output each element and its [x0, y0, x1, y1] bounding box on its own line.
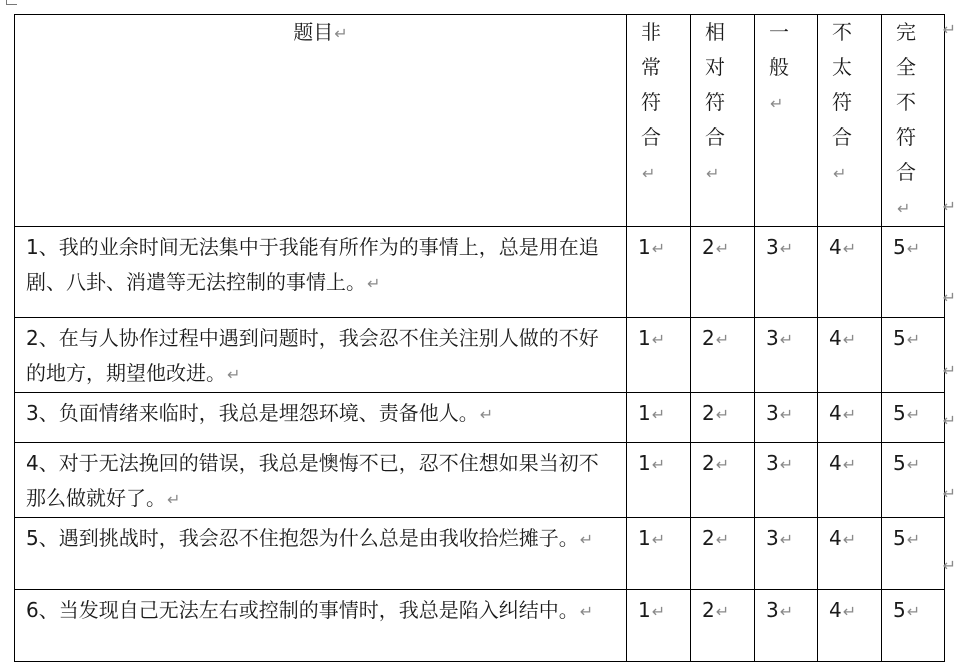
paragraph-mark: ↵ — [770, 94, 784, 113]
score-cell — [755, 590, 818, 662]
paragraph-mark: ↵ — [842, 602, 857, 621]
score-cell — [627, 318, 691, 393]
score-cell — [818, 518, 882, 590]
row-end-mark: ↵ — [942, 20, 956, 39]
question-text: 5、遇到挑战时，我会忍不住抱怨为什么总是由我收拾烂摊子。 — [26, 526, 579, 550]
table-row — [15, 518, 945, 590]
score-value: 2 — [702, 235, 715, 259]
header-option-label: 完全不符合 — [896, 20, 916, 184]
paragraph-mark: ↵ — [651, 239, 666, 258]
score-cell — [882, 227, 945, 318]
paragraph-mark: ↵ — [779, 455, 794, 474]
score-value: 4 — [829, 235, 842, 259]
question-cell — [15, 393, 627, 443]
paragraph-mark: ↵ — [579, 602, 594, 621]
paragraph-mark: ↵ — [715, 602, 730, 621]
paragraph-mark: ↵ — [579, 530, 594, 549]
question-text: 6、当发现自己无法左右或控制的事情时，我总是陷入纠结中。 — [26, 598, 579, 622]
paragraph-mark: ↵ — [651, 530, 666, 549]
paragraph-mark: ↵ — [842, 330, 857, 349]
score-value: 3 — [766, 526, 779, 550]
header-option-cell — [691, 15, 755, 227]
paragraph-mark: ↵ — [642, 164, 656, 183]
score-value: 5 — [893, 598, 906, 622]
table-row — [15, 393, 945, 443]
question-cell — [15, 590, 627, 662]
row-end-mark: ↵ — [942, 288, 956, 307]
header-option-label: 不太符合 — [832, 20, 852, 149]
paragraph-mark: ↵ — [842, 455, 857, 474]
question-cell — [15, 318, 627, 393]
header-option-label: 非常符合 — [641, 20, 661, 149]
paragraph-mark: ↵ — [651, 602, 666, 621]
margin-corner-mark — [6, 0, 17, 5]
score-cell — [818, 393, 882, 443]
question-cell — [15, 227, 627, 318]
table-row — [15, 318, 945, 393]
score-value: 5 — [893, 451, 906, 475]
score-value: 3 — [766, 451, 779, 475]
score-value: 3 — [766, 235, 779, 259]
question-cell — [15, 518, 627, 590]
score-value: 1 — [638, 598, 651, 622]
paragraph-mark: ↵ — [779, 405, 794, 424]
score-value: 3 — [766, 401, 779, 425]
score-cell — [882, 318, 945, 393]
table-row — [15, 443, 945, 518]
paragraph-mark: ↵ — [167, 490, 181, 509]
paragraph-mark: ↵ — [334, 24, 348, 43]
paragraph-mark: ↵ — [842, 530, 857, 549]
paragraph-mark: ↵ — [651, 330, 666, 349]
score-value: 2 — [702, 326, 715, 350]
paragraph-mark: ↵ — [227, 365, 241, 384]
score-cell — [627, 590, 691, 662]
paragraph-mark: ↵ — [715, 239, 730, 258]
score-cell — [691, 393, 755, 443]
paragraph-mark: ↵ — [651, 455, 666, 474]
score-cell — [691, 443, 755, 518]
paragraph-mark: ↵ — [779, 602, 794, 621]
score-value: 2 — [702, 451, 715, 475]
row-end-mark: ↵ — [942, 484, 956, 503]
score-value: 5 — [893, 526, 906, 550]
paragraph-mark: ↵ — [842, 405, 857, 424]
paragraph-mark: ↵ — [897, 199, 911, 218]
table-row — [15, 590, 945, 662]
score-value: 4 — [829, 401, 842, 425]
score-value: 3 — [766, 326, 779, 350]
header-option-label: 相对符合 — [705, 20, 725, 149]
question-text: 2、在与人协作过程中遇到问题时，我会忍不住关注别人做的不好的地方，期望他改进。 — [26, 326, 599, 385]
score-cell — [755, 227, 818, 318]
score-value: 5 — [893, 235, 906, 259]
paragraph-mark: ↵ — [779, 239, 794, 258]
paragraph-mark: ↵ — [906, 530, 921, 549]
score-value: 4 — [829, 326, 842, 350]
score-value: 2 — [702, 598, 715, 622]
score-cell — [882, 590, 945, 662]
paragraph-mark: ↵ — [715, 455, 730, 474]
score-cell — [627, 227, 691, 318]
paragraph-mark: ↵ — [779, 530, 794, 549]
table-header-row — [15, 15, 945, 227]
score-value: 4 — [829, 598, 842, 622]
score-value: 5 — [893, 326, 906, 350]
paragraph-mark: ↵ — [651, 405, 666, 424]
header-question-label: 题目 — [293, 20, 334, 44]
score-cell — [691, 518, 755, 590]
header-option-cell — [627, 15, 691, 227]
paragraph-mark: ↵ — [715, 330, 730, 349]
row-end-mark: ↵ — [942, 197, 956, 216]
paragraph-mark: ↵ — [842, 239, 857, 258]
header-option-label: 一般 — [769, 20, 789, 79]
row-end-mark: ↵ — [942, 361, 956, 380]
row-end-mark: ↵ — [942, 411, 956, 430]
survey-table — [14, 14, 945, 662]
paragraph-mark: ↵ — [715, 405, 730, 424]
header-option-cell — [882, 15, 945, 227]
score-cell — [691, 590, 755, 662]
paragraph-mark: ↵ — [367, 274, 381, 293]
score-cell — [755, 318, 818, 393]
score-value: 1 — [638, 235, 651, 259]
row-end-mark: ↵ — [942, 556, 956, 575]
paragraph-mark: ↵ — [906, 602, 921, 621]
score-cell — [627, 443, 691, 518]
paragraph-mark: ↵ — [906, 330, 921, 349]
question-cell — [15, 443, 627, 518]
question-text: 1、我的业余时间无法集中于我能有所作为的事情上，总是用在追剧、八卦、消遣等无法控制的事情上。 — [26, 235, 599, 294]
score-value: 1 — [638, 326, 651, 350]
question-text: 3、负面情绪来临时，我总是埋怨环境、责备他人。 — [26, 401, 479, 425]
header-option-cell — [818, 15, 882, 227]
score-value: 2 — [702, 401, 715, 425]
paragraph-mark: ↵ — [479, 405, 494, 424]
score-cell — [691, 318, 755, 393]
score-cell — [691, 227, 755, 318]
paragraph-mark: ↵ — [906, 405, 921, 424]
score-cell — [755, 443, 818, 518]
score-cell — [627, 518, 691, 590]
question-text: 4、对于无法挽回的错误，我总是懊悔不已，忍不住想如果当初不那么做就好了。 — [26, 451, 599, 510]
score-value: 2 — [702, 526, 715, 550]
paragraph-mark: ↵ — [706, 164, 720, 183]
score-cell — [818, 443, 882, 518]
score-cell — [755, 518, 818, 590]
paragraph-mark: ↵ — [715, 530, 730, 549]
score-cell — [882, 393, 945, 443]
score-cell — [627, 393, 691, 443]
score-value: 5 — [893, 401, 906, 425]
score-cell — [882, 518, 945, 590]
score-cell — [818, 590, 882, 662]
paragraph-mark: ↵ — [906, 455, 921, 474]
score-value: 1 — [638, 401, 651, 425]
score-value: 1 — [638, 451, 651, 475]
paragraph-mark: ↵ — [906, 239, 921, 258]
paragraph-mark: ↵ — [779, 330, 794, 349]
score-value: 1 — [638, 526, 651, 550]
score-cell — [818, 227, 882, 318]
table-row — [15, 227, 945, 318]
score-value: 4 — [829, 526, 842, 550]
header-question-cell — [15, 15, 627, 227]
score-value: 4 — [829, 451, 842, 475]
header-option-cell — [755, 15, 818, 227]
score-value: 3 — [766, 598, 779, 622]
score-cell — [818, 318, 882, 393]
score-cell — [755, 393, 818, 443]
score-cell — [882, 443, 945, 518]
paragraph-mark: ↵ — [833, 164, 847, 183]
